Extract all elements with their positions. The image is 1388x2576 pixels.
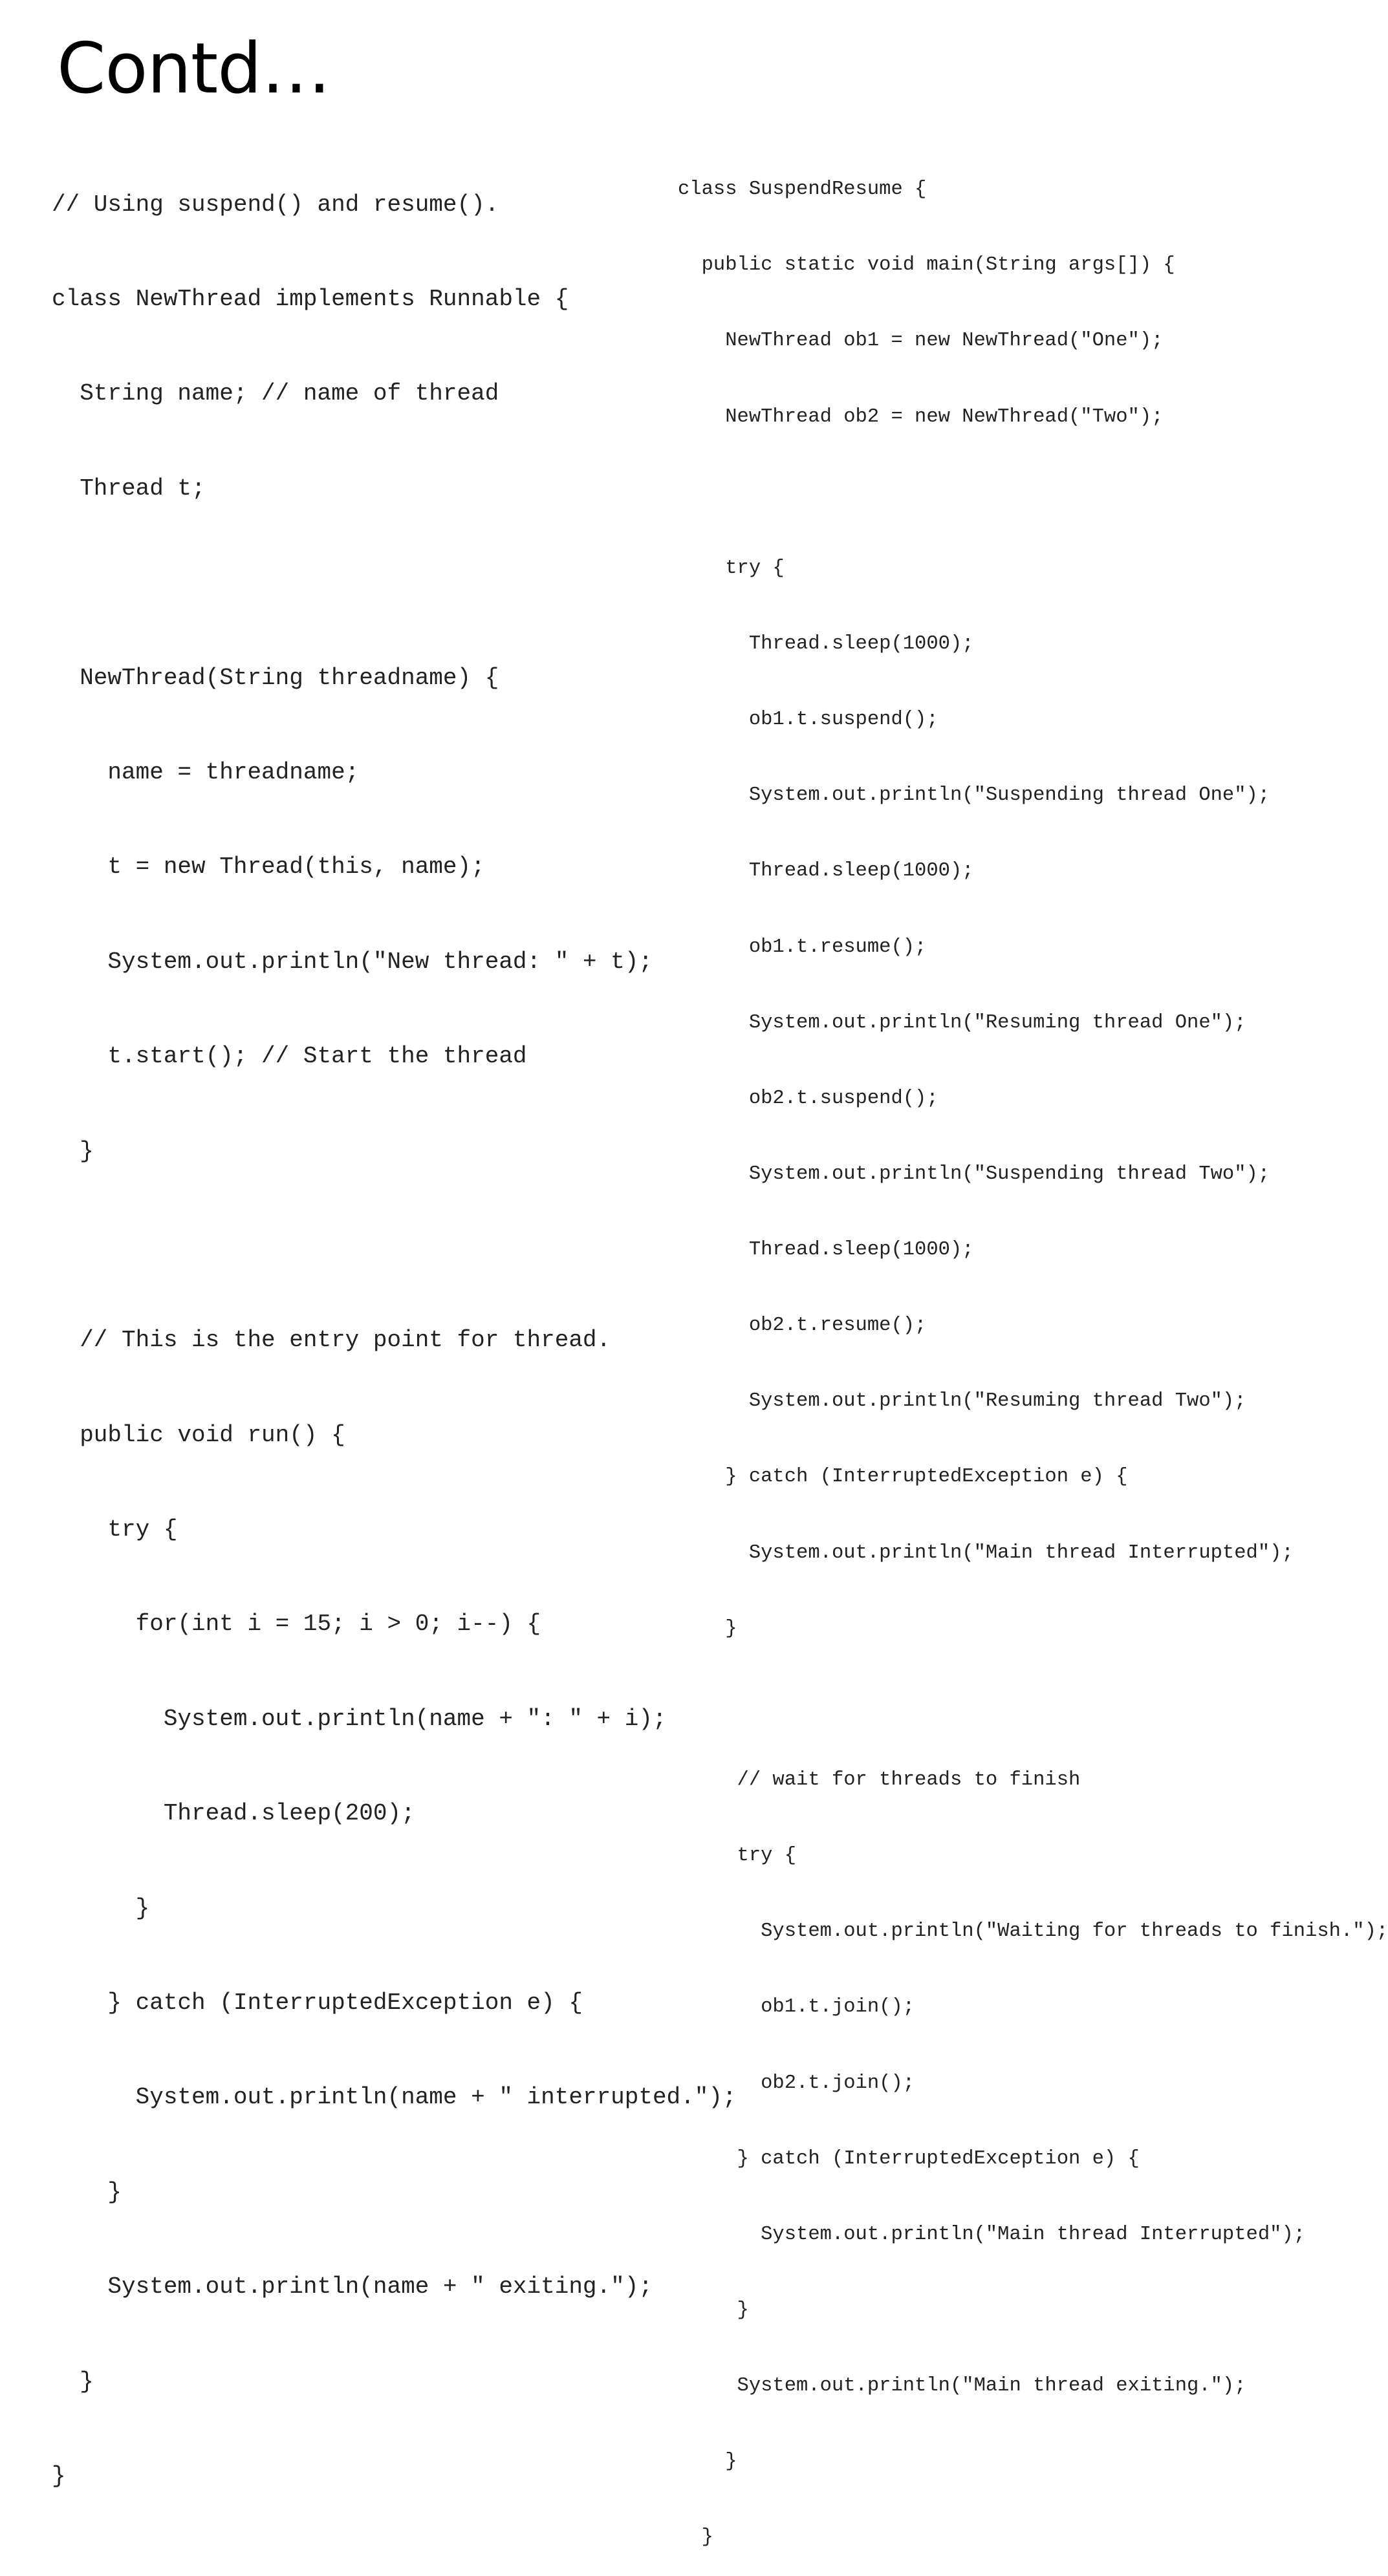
code-line: ob2.t.suspend(); (678, 1087, 938, 1110)
code-line: Thread.sleep(200); (52, 1800, 415, 1827)
code-line: } (678, 2299, 749, 2322)
code-line: // wait for threads to finish (678, 1769, 1081, 1792)
code-line: System.out.println("Main thread Interrupted"); (678, 2223, 1306, 2246)
code-line: ob2.t.join(); (678, 2072, 915, 2094)
code-line: class SuspendResume { (678, 178, 927, 201)
code-line: t.start(); // Start the thread (52, 1043, 527, 1070)
code-line (52, 1230, 737, 1262)
code-line: System.out.println("New thread: " + t); (52, 948, 653, 975)
code-line: public static void main(String args[]) { (678, 254, 1175, 277)
code-line: t = new Thread(this, name); (52, 853, 485, 881)
code-line: Thread.sleep(1000); (678, 860, 974, 883)
code-line: name = threadname; (52, 758, 360, 786)
code-line: NewThread ob1 = new NewThread("One"); (678, 330, 1164, 352)
code-line: String name; // name of thread (52, 380, 499, 407)
code-line: try { (52, 1516, 178, 1543)
code-line: } (52, 2178, 122, 2206)
code-line: try { (678, 557, 785, 579)
code-line: } (52, 2368, 94, 2395)
code-line: ob1.t.suspend(); (678, 709, 938, 731)
code-line: System.out.println(name + " exiting."); (52, 2273, 653, 2301)
code-line: System.out.println(name + ": " + i); (52, 1705, 667, 1732)
code-line (678, 1692, 1388, 1717)
code-line: NewThread(String threadname) { (52, 664, 499, 691)
code-line: System.out.println("Main thread exiting."); (678, 2375, 1246, 2398)
code-line: NewThread ob2 = new NewThread("Two"); (678, 405, 1164, 428)
code-line: class NewThread implements Runnable { (52, 285, 569, 312)
code-line: try { (678, 1845, 797, 1867)
code-line: } (52, 1137, 94, 1165)
code-line: ob1.t.resume(); (678, 936, 927, 958)
code-line: Thread t; (52, 475, 206, 502)
code-line: } catch (InterruptedException e) { (678, 1466, 1128, 1488)
code-listing-suspendresume (678, 127, 1388, 2576)
code-line: } (52, 2462, 66, 2489)
slide-title: Contd… (57, 28, 331, 109)
code-line: System.out.println("Resuming thread One"); (678, 1011, 1246, 1034)
code-line: Thread.sleep(1000); (678, 632, 974, 655)
code-line: } (678, 2526, 713, 2549)
code-line: System.out.println("Resuming thread Two"); (678, 1390, 1246, 1413)
code-line: System.out.println("Waiting for threads to finish."); (678, 1920, 1388, 1943)
code-line: // Using suspend() and resume(). (52, 191, 499, 218)
code-line: System.out.println("Suspending thread Two"); (678, 1163, 1270, 1185)
code-line: } (678, 2451, 737, 2473)
code-line: Thread.sleep(1000); (678, 1239, 974, 1261)
code-line: // This is the entry point for thread. (52, 1327, 611, 1354)
code-line: } (52, 1894, 150, 1922)
code-line: System.out.println(name + " interrupted."); (52, 2084, 737, 2111)
code-listing-newthread (52, 126, 737, 2524)
code-line: for(int i = 15; i > 0; i--) { (52, 1611, 541, 1638)
code-line: ob1.t.join(); (678, 1996, 915, 2019)
code-line: public void run() { (52, 1421, 345, 1448)
code-line: System.out.println("Suspending thread One"); (678, 784, 1270, 807)
code-line (678, 480, 1388, 506)
code-line: ob2.t.resume(); (678, 1315, 927, 1337)
code-line: } catch (InterruptedException e) { (678, 2147, 1140, 2170)
code-line: System.out.println("Main thread Interrupted"); (678, 1541, 1294, 1564)
code-line: } catch (InterruptedException e) { (52, 1990, 583, 2017)
code-line (52, 568, 737, 599)
code-line: } (678, 1617, 737, 1640)
